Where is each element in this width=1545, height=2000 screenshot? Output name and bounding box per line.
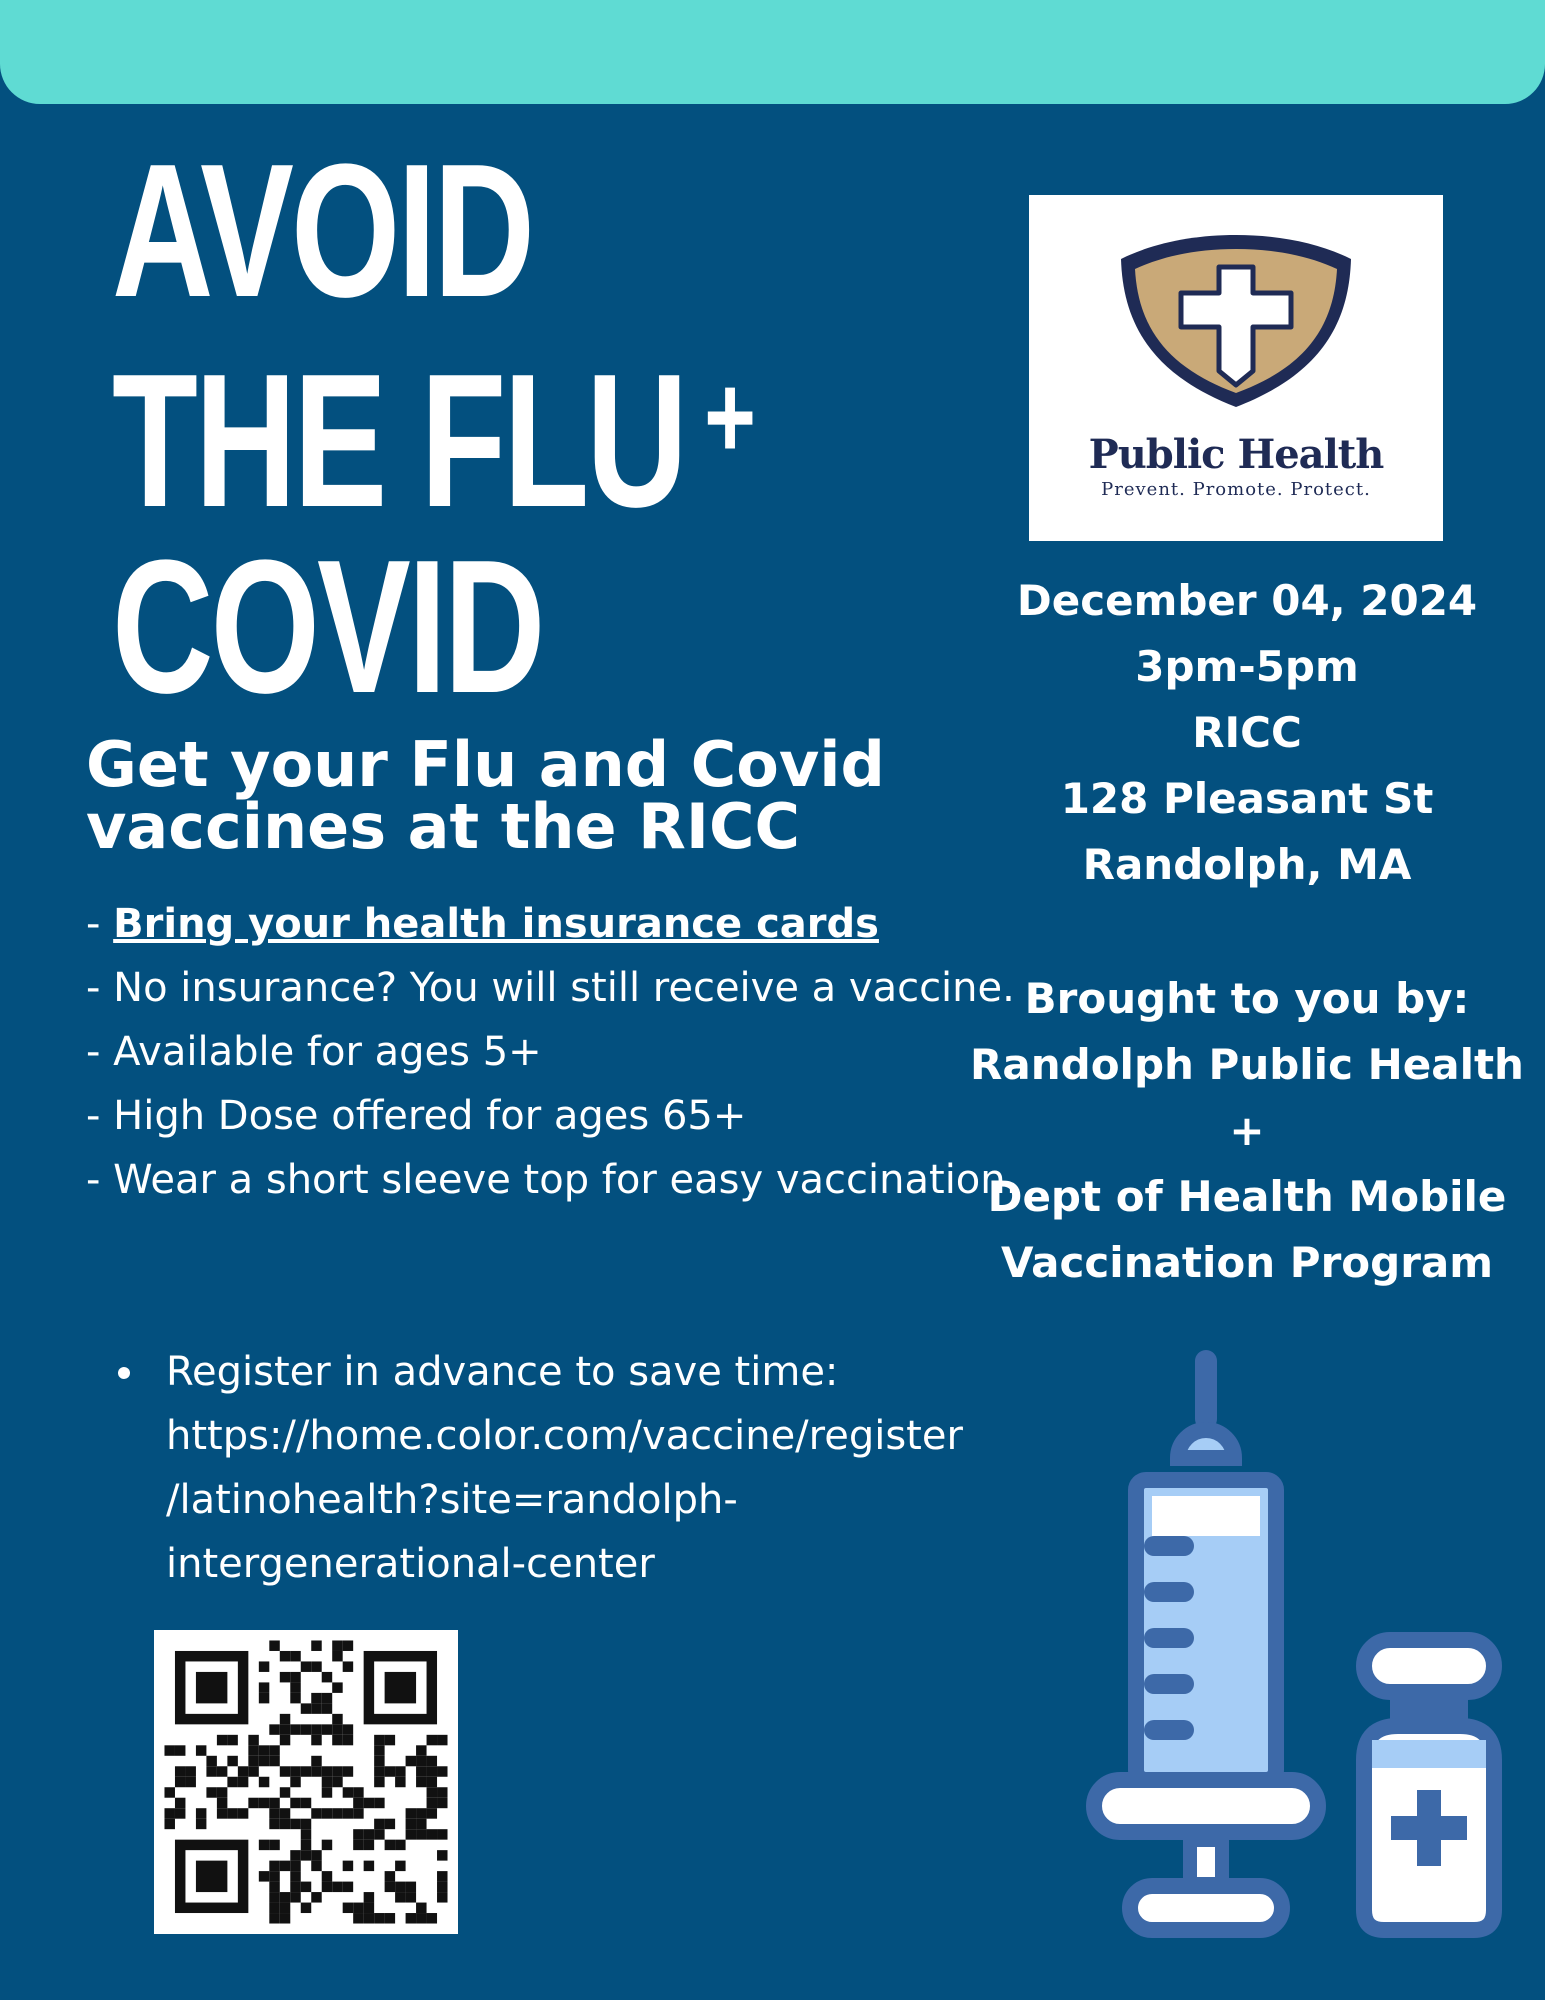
logo-title: Public Health (1088, 431, 1384, 478)
logo-tagline: Prevent. Promote. Protect. (1101, 479, 1371, 500)
register-url-line-2[interactable]: /latinohealth?site=randolph- (166, 1477, 738, 1523)
list-item: - Bring your health insurance cards (86, 901, 879, 947)
register-bullet (118, 1340, 1078, 1596)
event-details (940, 568, 1545, 898)
headline-line-3: COVID (112, 521, 543, 733)
list-item: - High Dose offered for ages 65+ (86, 1093, 747, 1139)
list-item: - Wear a short sleeve top for easy vaccination. (86, 1157, 1019, 1203)
qr-code-icon[interactable] (154, 1630, 458, 1934)
vial-icon (1364, 1640, 1494, 1930)
sponsor-intro: Brought to you by: (1024, 974, 1470, 1023)
headline-line-2: THE FLU + (112, 335, 753, 547)
sponsor-org-2-line-2: Vaccination Program (1000, 1238, 1494, 1287)
event-city: Randolph, MA (1082, 840, 1412, 889)
syringe-icon (1094, 1350, 1318, 1930)
subheading: Get your Flu and Covid vaccines at the RICC (86, 728, 885, 863)
sponsors (940, 966, 1545, 1296)
register-url-line-3[interactable]: intergenerational-center (166, 1541, 655, 1587)
list-item: - Available for ages 5+ (86, 1029, 542, 1075)
syringe-and-vial-icon (1080, 1340, 1520, 1940)
event-time: 3pm-5pm (1135, 642, 1359, 691)
public-health-logo (1029, 195, 1443, 541)
shield-cross-icon (1029, 195, 1443, 425)
register-text: Register in advance to save time: (166, 1349, 839, 1395)
list-item: - No insurance? You will still receive a vaccine. (86, 965, 1015, 1011)
headline-plus: + (704, 350, 753, 484)
event-street: 128 Pleasant St (1060, 774, 1434, 823)
sponsor-org-2-line-1: Dept of Health Mobile (987, 1172, 1507, 1221)
event-venue: RICC (1192, 708, 1302, 757)
bullet-dot (118, 1367, 130, 1379)
sponsor-org-1: Randolph Public Health (970, 1040, 1524, 1089)
insurance-cards-note: Bring your health insurance cards (113, 901, 879, 947)
qr-code-graphic (154, 1630, 458, 1934)
register-url-line-1[interactable]: https://home.color.com/vaccine/register (166, 1413, 963, 1459)
sponsor-plus: + (1229, 1106, 1265, 1155)
event-date: December 04, 2024 (1016, 576, 1478, 625)
headline-line-1: AVOID (112, 125, 533, 337)
top-color-band (0, 0, 1545, 104)
info-list (86, 892, 1036, 1212)
headline (112, 125, 753, 733)
